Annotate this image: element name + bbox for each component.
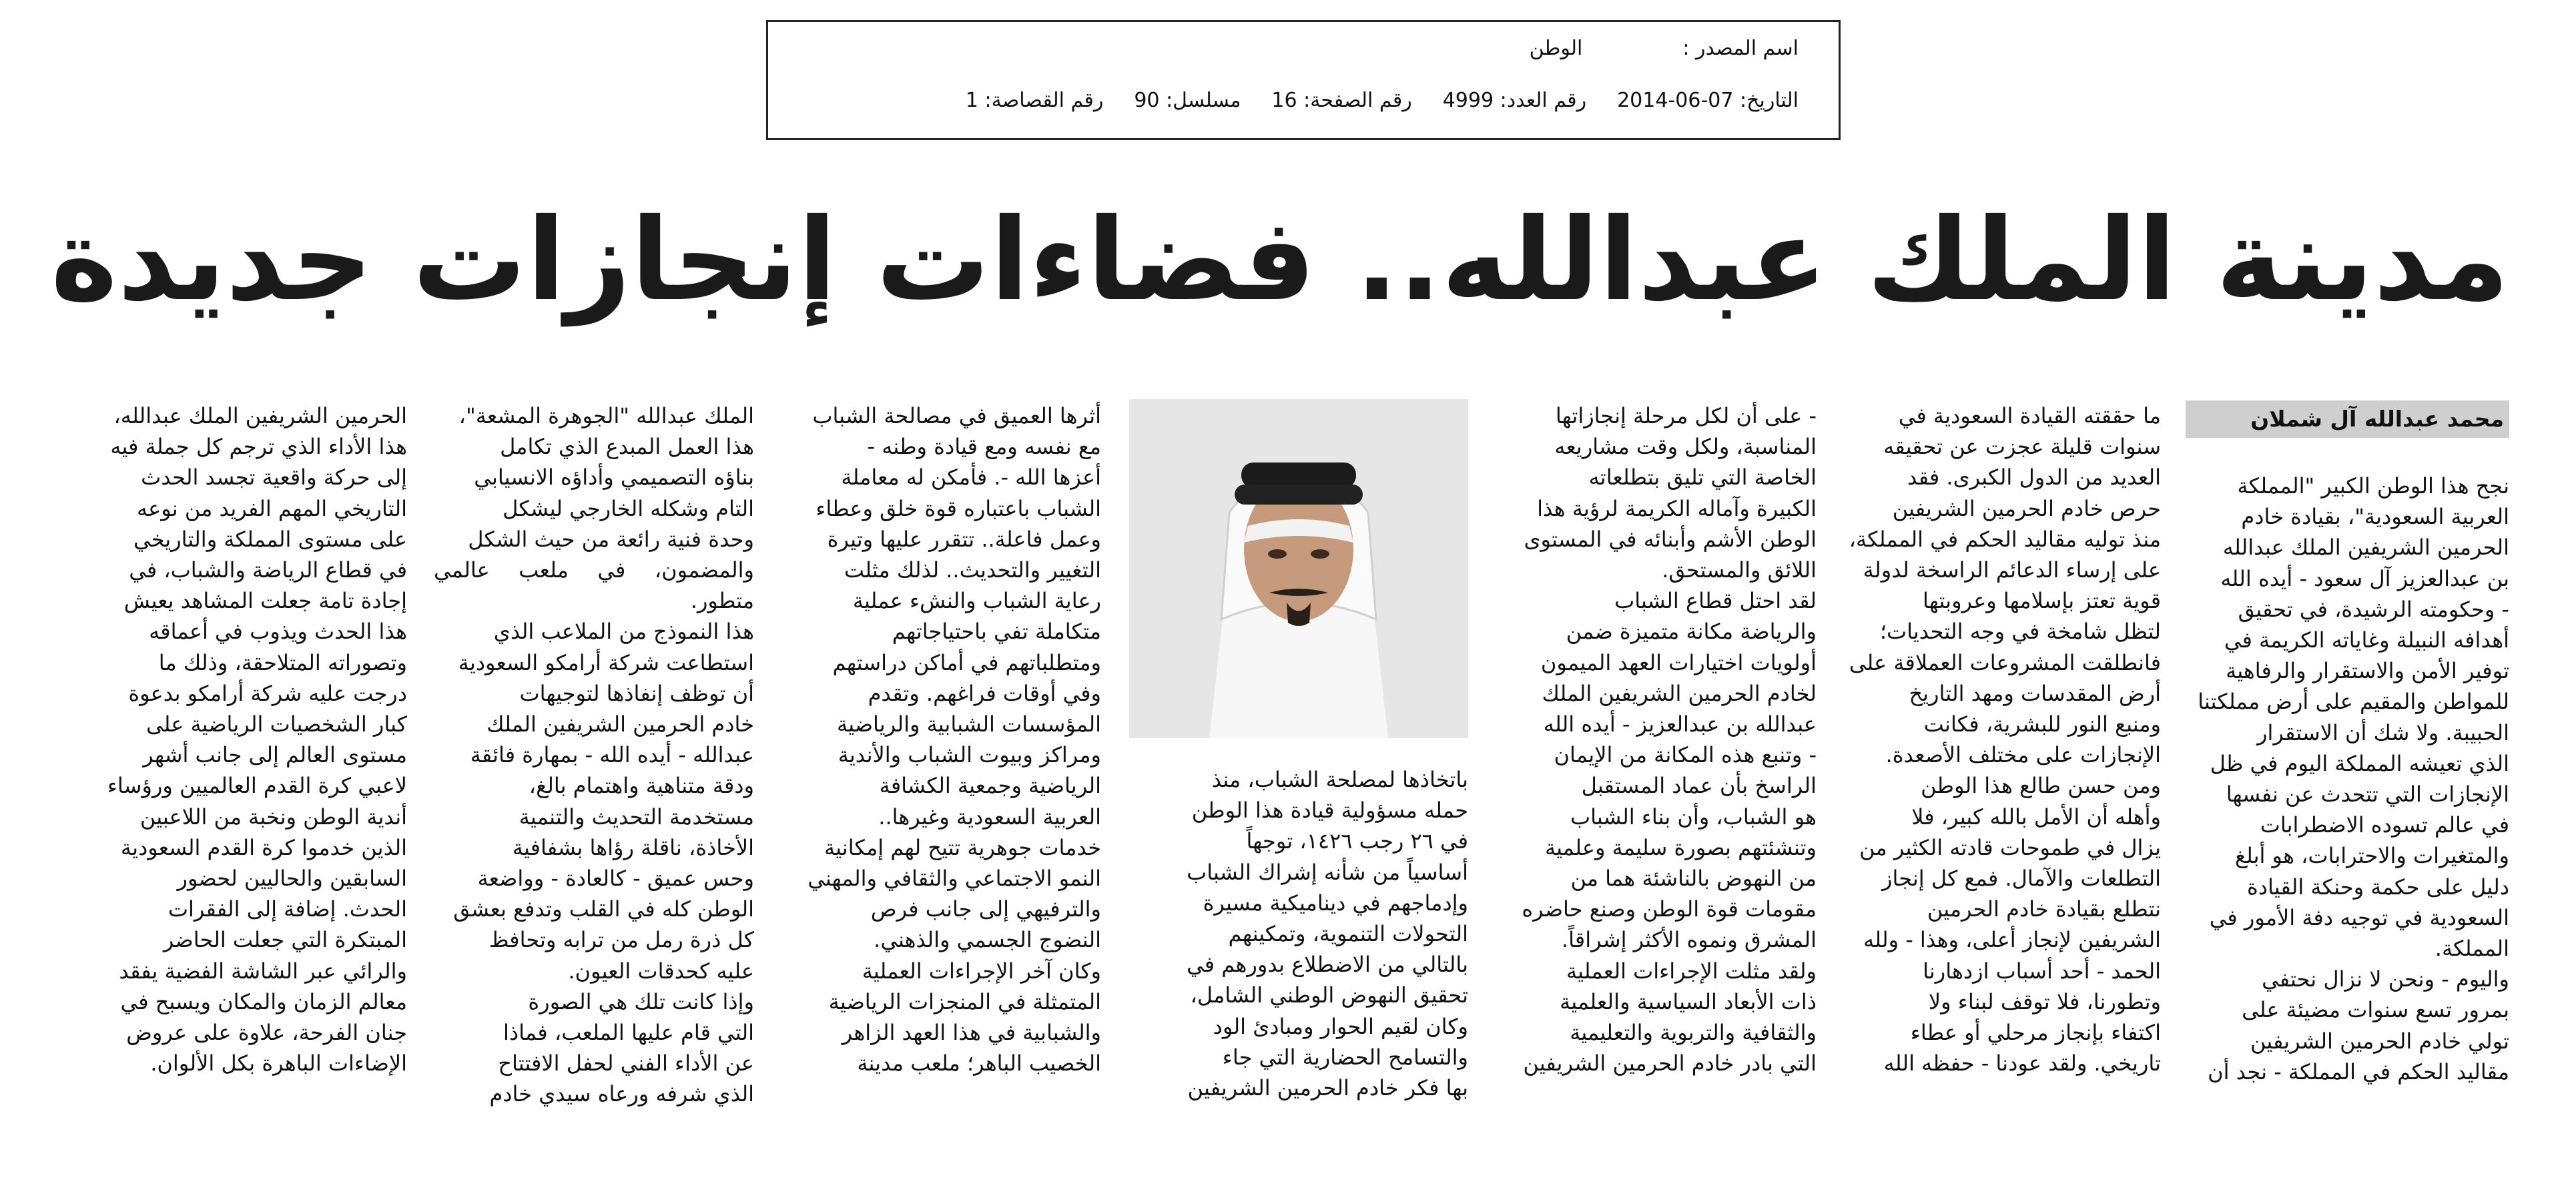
source-info-box	[766, 20, 1841, 140]
page-number-field: رقم الصفحة: 16	[1271, 89, 1412, 112]
serial-field: مسلسل: 90	[1134, 89, 1241, 112]
publication-details-row	[966, 89, 1799, 112]
column-7-text: الحرمين الشريفين الملك عبدالله، هذا الأداء الذي ترجم كل جملة فيه إلى حركة واقعية تجسد الحدث التاريخي المهم الفريد من نوعه على مستوى المملكة والتاريخي في قطاع الرياضة والشباب، في إجادة تامة جعلت المشاهد يعيش هذا الحدث ويذوب في أعماقه وتصوراته المتلاحقة، وذلك ما درجت عليه شركة أرامكو بدعوة كبار الشخصيات الرياضية على مستوى العالم إلى جانب أشهر لاعبي كرة القدم العالميين ورؤساء أندية الوطن ونخبة من اللاعبين الذين خدموا كرة القدم السعودية السابقين والحاليين لحضور الحدث. إضافة إلى الفقرات المبتكرة التي جعلت الحاضر والرائي عبر الشاشة الفضية يفقد معالم الزمان والمكان ويسبح في جنان الفرحة، علاوة على عروض الإضاءات الباهرة بكل الألوان.	[107, 403, 407, 1077]
column-1-text: نجح هذا الوطن الكبير "المملكة العربية السعودية"، بقيادة خادم الحرمين الشريفين الملك عبدالله بن عبدالعزيز آل سعود - أيده الله - وحكومته الرشيدة، في تحقيق أهدافه النبيلة وغاياته الكريمة في توفير الأمن والاستقرار والرفاهية للمواطن والمقيم على أرض مملكتنا الحبيبة. ولا شك أن الاستقرار الذي تعيشه المملكة اليوم في ظل الإنجازات التي تتحدث عن نفسها في عالم تسوده الاضطرابات والمتغيرات والاحترابات، هو أبلغ دليل على حكمة وحنكة القيادة السعودية في توجيه دفة الأمور في المملكة. واليوم - ونحن لا نزال نحتفي بمرور تسع سنوات مضيئة على تولي خادم الحرمين الشريفين مقاليد الحكم في المملكة - نجد أن	[2198, 473, 2509, 1085]
article-column-7	[93, 400, 407, 1079]
source-row	[1530, 37, 1799, 60]
column-6-text: الملك عبدالله "الجوهرة المشعة"، هذا العمل المبدع الذي تكامل بناؤه التصميمي وأداؤه الانسيابي التام وشكله الخارجي ليشكل وحدة فنية رائعة من حيث الشكل والمضمون، في ملعب عالمي متطور. هذا النموذج من الملاعب الذي استطاعت شركة أرامكو السعودية أن توظف إنفاذها لتوجيهات خادم الحرمين الشريفين الملك عبدالله - أيده الله - بمهارة فائقة ودقة متناهية واهتمام بالغ، مستخدمة التحديث والتنمية الأخاذة، ناقلة رؤاها بشفافية وحس عميق - كالعادة - وواضعة الوطن كله في القلب وتدفع بعشق كل ذرة رمل من ترابه وتحافظ عليه كحدقات العيون. وإذا كانت تلك هي الصورة التي قام عليها الملعب، فماذا عن الأداء الفني لحفل الافتتاح الذي شرفه ورعاه سيدي خادم	[434, 403, 754, 1107]
column-5-text: أثرها العميق في مصالحة الشباب مع نفسه ومع قيادة وطنه - أعزها الله -. فأمكن له معاملة الشباب باعتباره قوة خلق وعطاء وعمل فاعلة.. تتقرر عليها وتيرة التغيير والتحديث.. لذلك مثلت رعاية الشباب والنشء عملية متكاملة تفي باحتياجاتهم ومتطلباتهم في أماكن دراستهم وفي أوقات فراغهم. وتقدم المؤسسات الشبابية والرياضية ومراكز وبيوت الشباب والأندية الرياضية وجمعية الكشافة العربية السعودية وغيرها.. خدمات جوهرية تتيح لهم إمكانية النمو الاجتماعي والثقافي والمهني والترفيهي إلى جانب فرص النضوج الجسمي والذهني. وكان آخر الإجراءات العملية المتمثلة في المنجزات الرياضية والشبابية في هذا العهد الزاهر الخصيب الباهر؛ ملعب مدينة	[808, 403, 1101, 1077]
article-column-1	[2186, 471, 2509, 1087]
article-column-5	[781, 400, 1101, 1079]
article-column-4	[1129, 764, 1468, 1103]
column-4-text: باتخاذها لمصلحة الشباب، منذ حمله مسؤولية قيادة هذا الوطن في ٢٦ رجب ١٤٢٦، توجهاً أساسياً من شأنه إشراك الشباب وإدماجهم في ديناميكية مسيرة التحولات التنموية، وتمكينهم بالتالي من الاضطلاع بدورهم في تحقيق النهوض الوطني الشامل، وكان لقيم الحوار ومبادئ الود والتسامح الحضارية التي جاء بها فكر خادم الحرمين الشريفين	[1187, 767, 1468, 1101]
column-3-text: - على أن لكل مرحلة إنجازاتها المناسبة، ولكل وقت مشاريعه الخاصة التي تليق بتطلعاته الكبيرة وآماله الكريمة لرؤية هذا الوطن الأشم وأبنائه في المستوى اللائق والمستحق. لقد احتل قطاع الشباب والرياضة مكانة متميزة ضمن أولويات اختيارات العهد الميمون لخادم الحرمين الشريفين الملك عبدالله بن عبدالعزيز - أيده الله - وتنبع هذه المكانة من الإيمان الراسخ بأن عماد المستقبل هو الشباب، وأن بناء الشباب وتنشئتهم بصورة سليمة وعلمية من النهوض بالناشئة هما من مقومات قوة الوطن وصنع حاضره المشرق ونموه الأكثر إشراقاً. ولقد مثلت الإجراءات العملية ذات الأبعاد السياسية والعلمية والثقافية والتربوية والتعليمية التي بادر خادم الحرمين الشريفين	[1522, 403, 1817, 1077]
article-column-6	[434, 400, 754, 1110]
article-headline: مدينة الملك عبدالله.. فضاءات إنجازات جديدة	[50, 194, 2509, 326]
date-field: التاريخ: 07-06-2014	[1617, 89, 1799, 112]
issue-number-field: رقم العدد: 4999	[1442, 89, 1587, 112]
author-byline: محمد عبدالله آل شملان	[2186, 400, 2509, 438]
author-portrait-image	[1129, 399, 1468, 738]
clip-number-field: رقم القصاصة: 1	[965, 89, 1104, 112]
article-column-3	[1495, 400, 1817, 1079]
source-label: اسم المصدر :	[1682, 37, 1799, 60]
author-photo	[1129, 399, 1468, 738]
column-2-text: ما حققته القيادة السعودية في سنوات قليلة عجزت عن تحقيقه العديد من الدول الكبرى. فقد حرص خادم الحرمين الشريفين منذ توليه مقاليد الحكم في المملكة، على إرساء الدعائم الراسخة لدولة قوية تعتز بإسلامها وعروبتها لتظل شامخة في وجه التحديات؛ فانطلقت المشروعات العملاقة على أرض المقدسات ومهد التاريخ ومنبع النور للبشرية، فكانت الإنجازات على مختلف الأصعدة. ومن حسن طالع هذا الوطن وأهله أن الأمل بالله كبير، فلا يزال في طموحات قادته الكثير من التطلعات والآمال. فمع كل إنجاز نتطلع بقيادة خادم الحرمين الشريفين لإنجاز أعلى، وهذا - ولله الحمد - أحد أسباب ازدهارنا وتطورنا، فلا توقف لبناء ولا اكتفاء بإنجاز مرحلي أو عطاء تاريخي. ولقد عودنا - حفظه الله	[1849, 403, 2161, 1077]
article-column-2	[1841, 400, 2161, 1079]
source-value: الوطن	[1529, 37, 1583, 60]
